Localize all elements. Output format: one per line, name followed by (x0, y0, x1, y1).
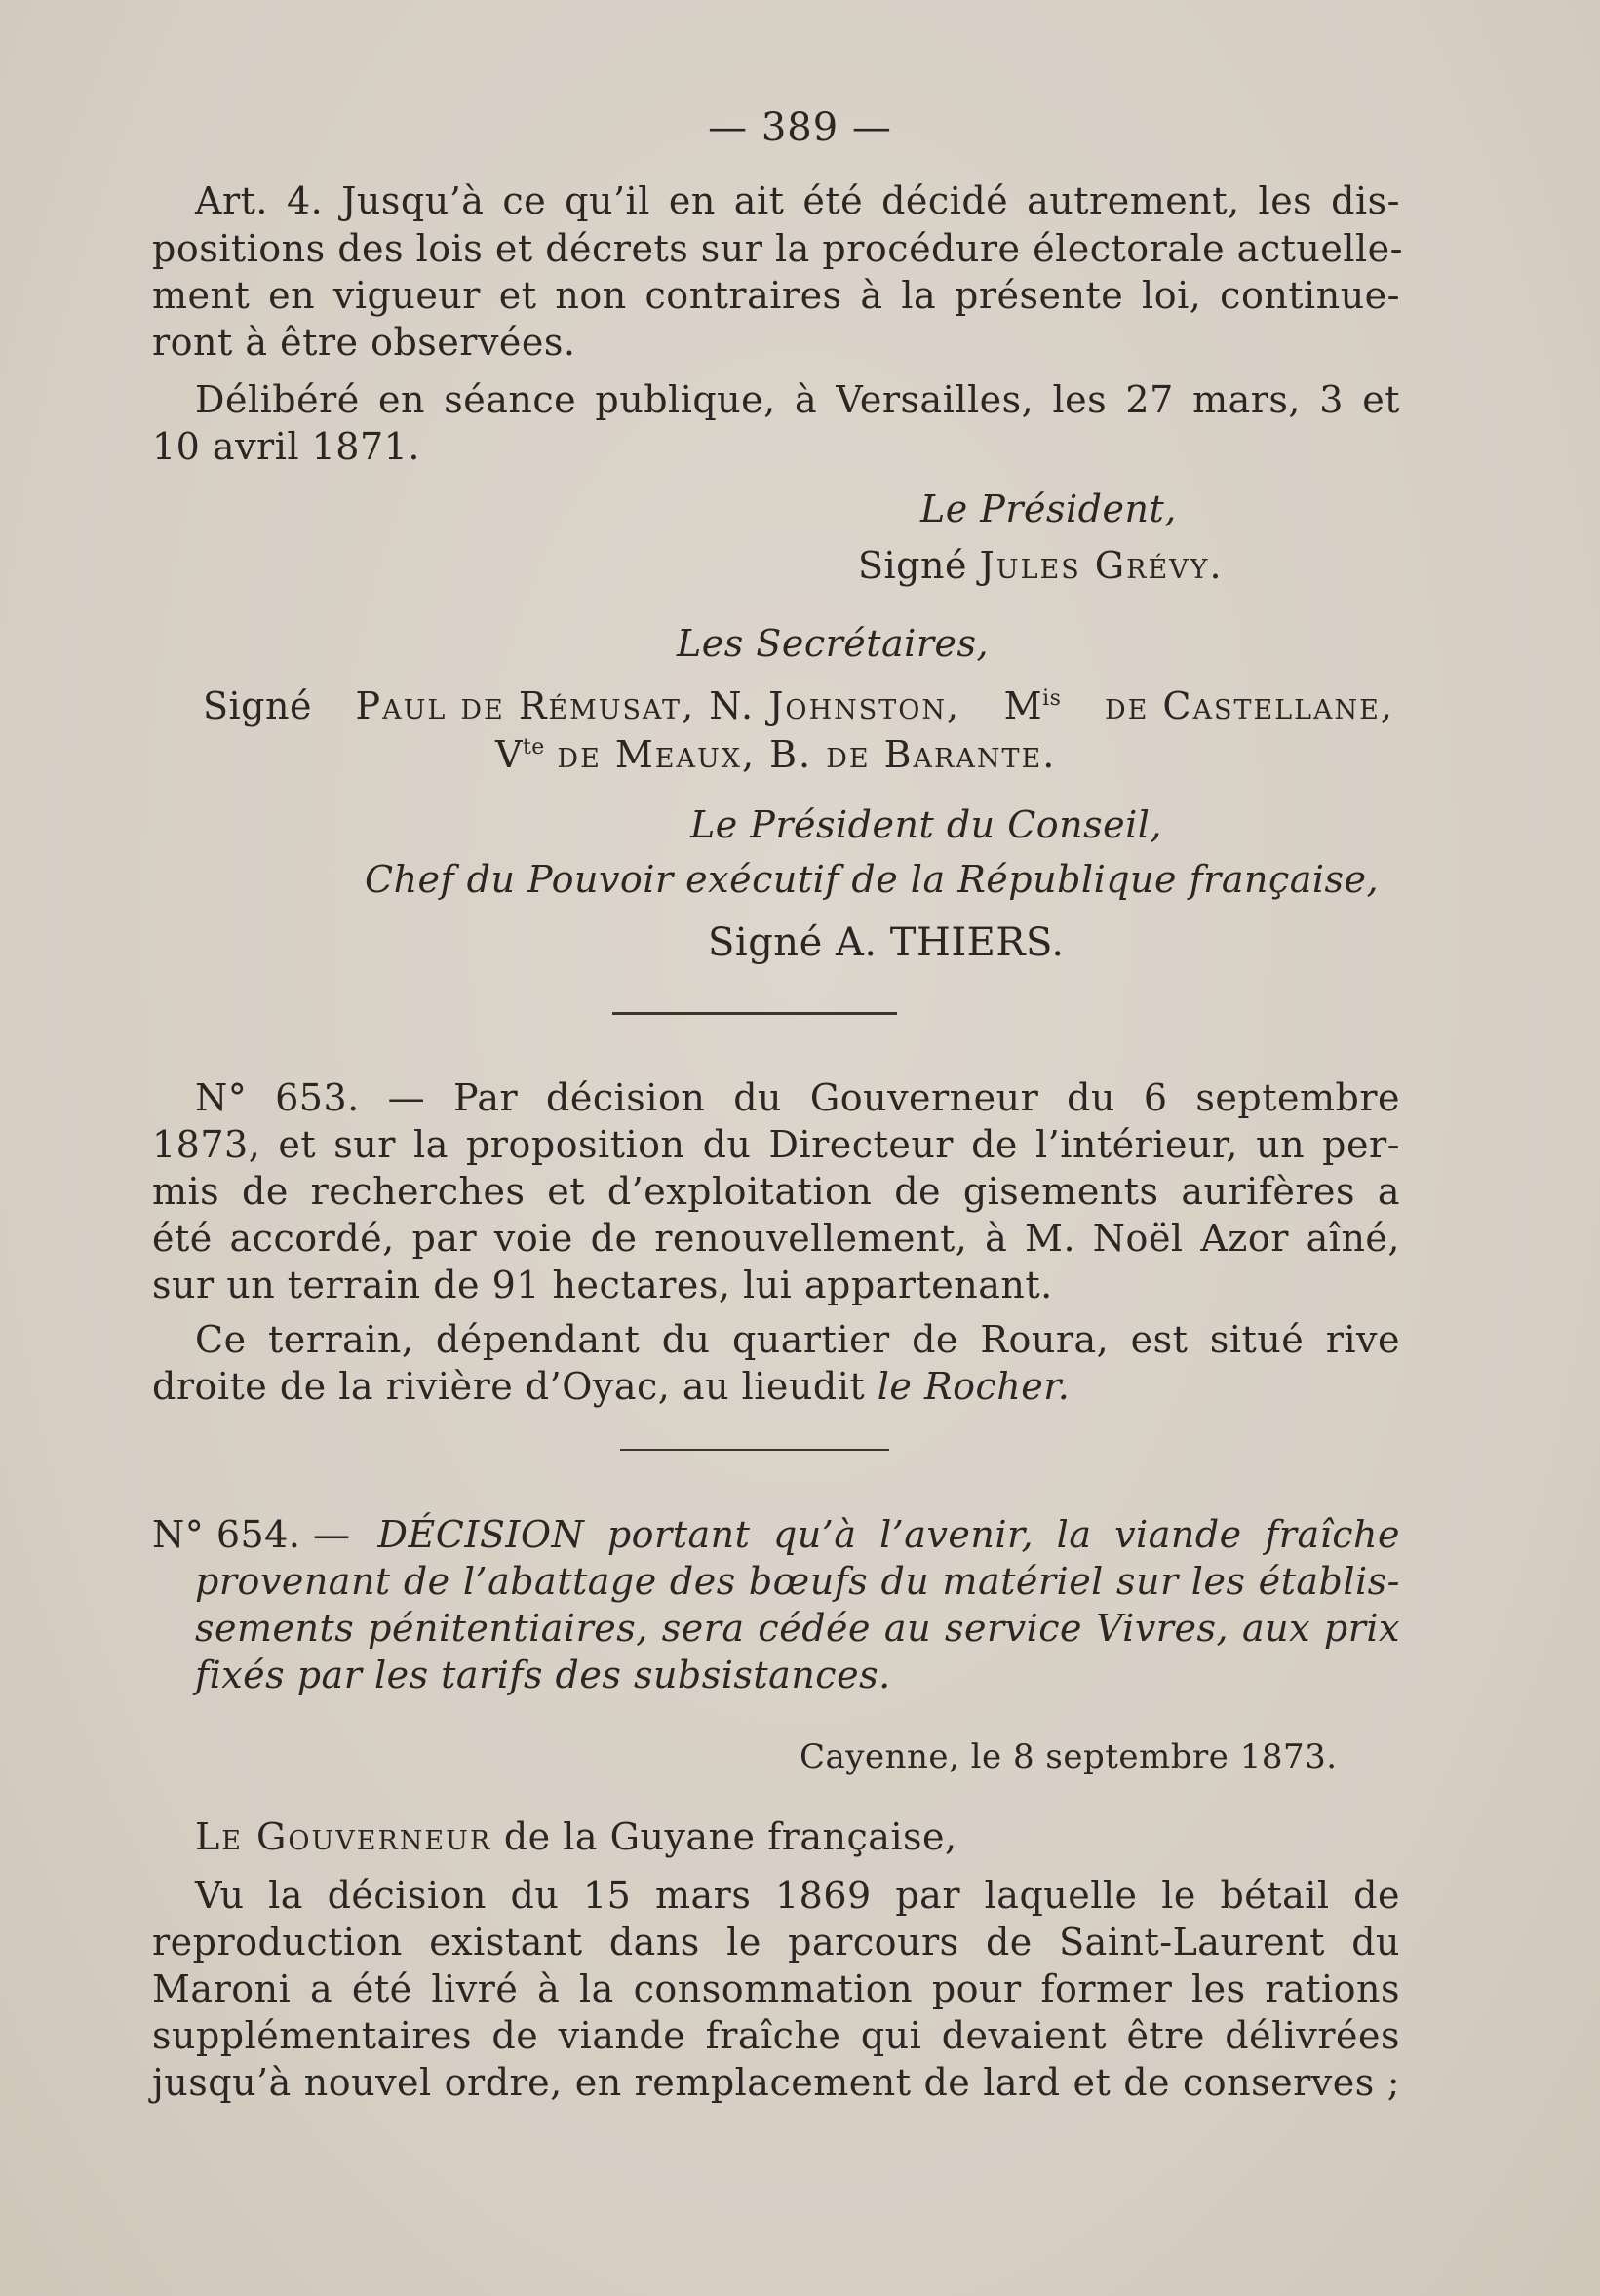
deliberation-line-1: Délibéré en séance publique, à Versailles, les 27 mars, 3 et (195, 378, 1400, 421)
chef-pouvoir-title: Chef du Pouvoir exécutif de la République française, (365, 858, 1380, 901)
secretaires-names: Paul de Rémusat, N. Johnston, (355, 684, 961, 727)
president-title: Le Président, (920, 487, 1177, 530)
vu-line-5: jusqu’à nouvel ordre, en remplacement de lard et de conserves ; (152, 2061, 1400, 2104)
n653-line-4: été accordé, par voie de renouvellement, à M. Noël Azor aîné, (152, 1217, 1400, 1260)
n653-para2-text: droite de la rivière d’Oyac, au lieudit (152, 1365, 866, 1408)
thiers-signature: Signé A. THIERS. (708, 920, 1065, 965)
n654-title-line-2: provenant de l’abattage des bœufs du matériel sur les établis- (195, 1560, 1400, 1603)
marquis-abbrev: $M^{is}$ (1003, 684, 1062, 727)
n654-title-start: DÉCISION portant qu’à l’avenir, la viande fraîche (377, 1513, 1400, 1556)
vu-line-3: Maroni a été livré à la consommation pour former les rations (152, 1967, 1400, 2010)
n654-title-line-4: fixés par les tarifs des subsistances. (195, 1654, 891, 1696)
n653-para2-line-1: Ce terrain, dépendant du quartier de Roura, est situé rive (195, 1318, 1400, 1361)
n654-title-line-3: sements pénitentiaires, sera cédée au service Vivres, aux prix (195, 1607, 1400, 1650)
president-name: Jules Grévy. (979, 544, 1224, 587)
secretaires-names-2: de Meaux, B. de Barante. (557, 733, 1057, 776)
art4-line-2: positions des lois et décrets sur la procédure électorale actuelle- (152, 227, 1403, 270)
n653-locality: le Rocher. (877, 1365, 1071, 1408)
deliberation-line-2: 10 avril 1871. (152, 425, 420, 468)
signed-word: Signé (858, 544, 967, 587)
gouverneur-heading (195, 1815, 957, 1858)
gouverneur-rest: de la Guyane française, (503, 1815, 957, 1858)
page-number: — 389 — (708, 105, 892, 150)
dateline: Cayenne, le 8 septembre 1873. (800, 1737, 1338, 1776)
n653-para2-line-2 (152, 1365, 1070, 1408)
secretaires-line-1 (203, 684, 1394, 727)
n654-heading-line-1 (152, 1513, 1400, 1556)
art4-line-3: ment en vigueur et non contraires à la présente loi, continue- (152, 274, 1400, 317)
art4-line-1: Art. 4. Jusqu’à ce qu’il en ait été décidé autrement, les dis- (195, 179, 1400, 222)
secretaires-title: Les Secrétaires, (677, 622, 990, 665)
n653-line-3: mis de recherches et d’exploitation de gisements aurifères a (152, 1170, 1400, 1213)
castellane-name: de Castellane, (1104, 684, 1394, 727)
gouverneur-title: Le Gouverneur (195, 1815, 492, 1858)
n653-line-2: 1873, et sur la proposition du Directeur de l’intérieur, un per- (152, 1123, 1400, 1166)
vu-line-4: supplémentaires de viande fraîche qui devaient être délivrées (152, 2014, 1400, 2057)
president-conseil-title: Le Président du Conseil, (690, 803, 1162, 846)
vu-line-1: Vu la décision du 15 mars 1869 par laquelle le bétail de (195, 1874, 1400, 1917)
signed-word: Signé (203, 684, 312, 727)
n653-line-1: N° 653. — Par décision du Gouverneur du 6 septembre (195, 1076, 1400, 1119)
n654-number: N° 654. — (152, 1513, 351, 1556)
president-signature (858, 544, 1224, 587)
vicomte-abbrev: $V^{te}$ (495, 733, 545, 776)
section-divider-2 (620, 1449, 889, 1451)
n653-line-5: sur un terrain de 91 hectares, lui appartenant. (152, 1264, 1053, 1306)
art4-line-4: ront à être observées. (152, 321, 576, 364)
vu-line-2: reproduction existant dans le parcours de Saint-Laurent du (152, 1921, 1400, 1964)
section-divider (612, 1012, 897, 1015)
secretaires-line-2 (495, 733, 1056, 776)
